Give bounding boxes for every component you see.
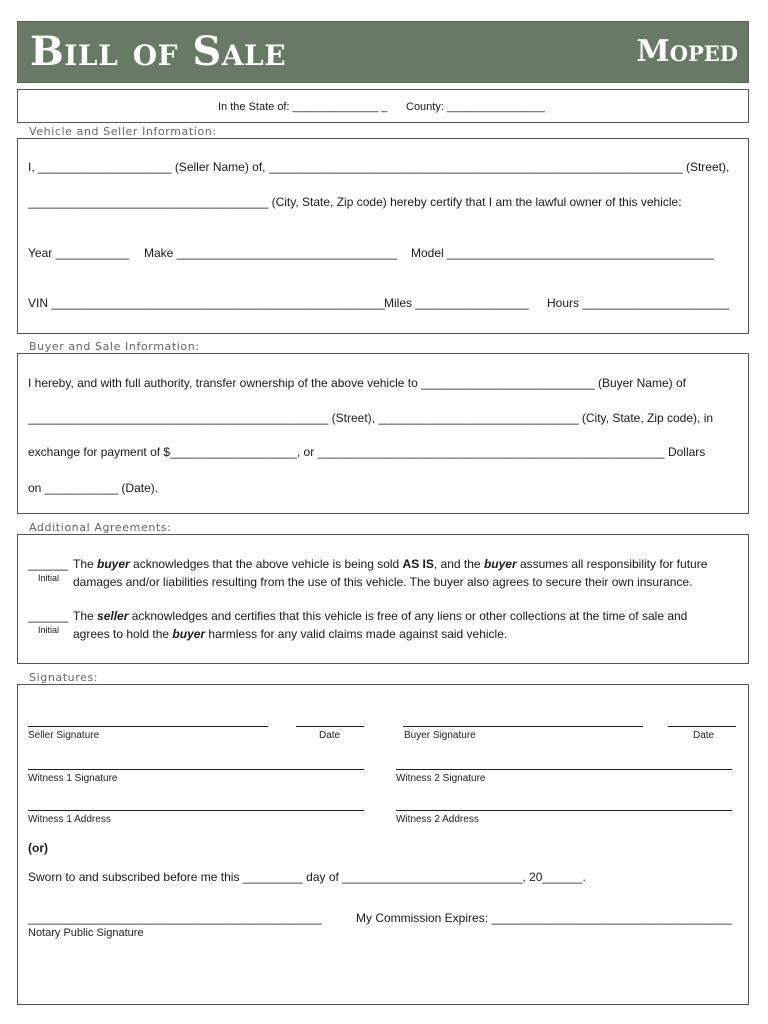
- witness1-address-line[interactable]: [28, 810, 364, 811]
- title-banner: [17, 21, 749, 83]
- hours-field[interactable]: Hours ______________________: [547, 296, 730, 310]
- buyer-name-line[interactable]: I hereby, and with full authority, transfer ownership of the above vehicle to __________________________ (Buyer Name) of: [28, 376, 686, 390]
- state-county-box: [17, 89, 749, 123]
- buyer-signature-line[interactable]: [403, 726, 643, 727]
- year-field[interactable]: Year ___________: [28, 246, 129, 260]
- agreement-seller-line1: The seller acknowledges and certifies that this vehicle is free of any liens or other collections at the time of sale and: [73, 609, 688, 623]
- payment-line[interactable]: exchange for payment of $___________________, or ____________________________________________________ Dollars: [28, 445, 706, 459]
- witness2-address-line[interactable]: [396, 810, 732, 811]
- buyer-date-line[interactable]: [668, 726, 736, 727]
- commission-expires-field[interactable]: My Commission Expires: ____________________________________: [356, 911, 732, 925]
- seller-date-label: Date: [319, 730, 341, 741]
- witness1-address-label: Witness 1 Address: [28, 814, 111, 825]
- notary-signature-label: Notary Public Signature: [28, 927, 144, 939]
- witness2-signature-label: Witness 2 Signature: [396, 773, 486, 784]
- buyer-signature-label: Buyer Signature: [404, 730, 476, 741]
- seller-signature-line[interactable]: [28, 726, 268, 727]
- agreement-seller-line2: agrees to hold the buyer harmless for any valid claims made against said vehicle.: [73, 627, 508, 641]
- signatures-box: [17, 684, 749, 1005]
- seller-city-line[interactable]: ____________________________________ (City, State, Zip code) hereby certify that I am the lawful owner of this vehicle:: [28, 195, 682, 209]
- state-field[interactable]: In the State of: ______________ _: [218, 101, 388, 113]
- or-label: (or): [28, 841, 48, 855]
- section-agreements-label: Additional Agreements:: [29, 521, 172, 534]
- buyer-address-line[interactable]: _____________________________________________ (Street), ______________________________ (City, State, Zip code), in: [28, 411, 714, 425]
- vehicle-type-title: Moped: [636, 34, 738, 69]
- sworn-line[interactable]: Sworn to and subscribed before me this _________ day of ___________________________, 20______.: [28, 870, 586, 884]
- buyer-sale-box: [17, 353, 749, 514]
- seller-date-line[interactable]: [296, 726, 364, 727]
- initial-label-1: Initial: [38, 573, 60, 583]
- initial-blank-1[interactable]: ______: [28, 557, 69, 571]
- section-buyer-label: Buyer and Sale Information:: [29, 340, 200, 353]
- initial-label-2: Initial: [38, 625, 60, 635]
- county-field[interactable]: County: ________________: [406, 101, 545, 113]
- make-field[interactable]: Make _________________________________: [144, 246, 397, 260]
- seller-name-line[interactable]: I, ____________________ (Seller Name) of, ______________________________________________________________ (Street),: [28, 160, 730, 174]
- vin-field[interactable]: VIN __________________________________________________: [28, 296, 386, 310]
- model-field[interactable]: Model ________________________________________: [411, 246, 714, 260]
- vehicle-seller-box: [17, 138, 749, 334]
- document-title: Bill of Sale: [30, 28, 287, 75]
- agreement-buyer-line2: damages and/or liabilities resulting from the use of this vehicle. The buyer also agrees to secure their own insurance.: [73, 575, 693, 589]
- agreements-box: [17, 534, 749, 664]
- sale-date-line[interactable]: on ___________ (Date).: [28, 481, 159, 495]
- notary-signature-blank[interactable]: ____________________________________________: [28, 911, 322, 925]
- buyer-date-label: Date: [693, 730, 715, 741]
- agreement-buyer-line1: The buyer acknowledges that the above vehicle is being sold AS IS, and the buyer assumes all responsibility for future: [73, 557, 708, 571]
- witness1-signature-line[interactable]: [28, 769, 364, 770]
- witness1-signature-label: Witness 1 Signature: [28, 773, 118, 784]
- miles-field[interactable]: Miles _________________: [384, 296, 529, 310]
- initial-blank-2[interactable]: ______: [28, 609, 69, 623]
- seller-signature-label: Seller Signature: [28, 730, 100, 741]
- section-signatures-label: Signatures:: [29, 671, 99, 684]
- witness2-signature-line[interactable]: [396, 769, 732, 770]
- witness2-address-label: Witness 2 Address: [396, 814, 479, 825]
- section-vehicle-label: Vehicle and Seller Information:: [29, 125, 217, 138]
